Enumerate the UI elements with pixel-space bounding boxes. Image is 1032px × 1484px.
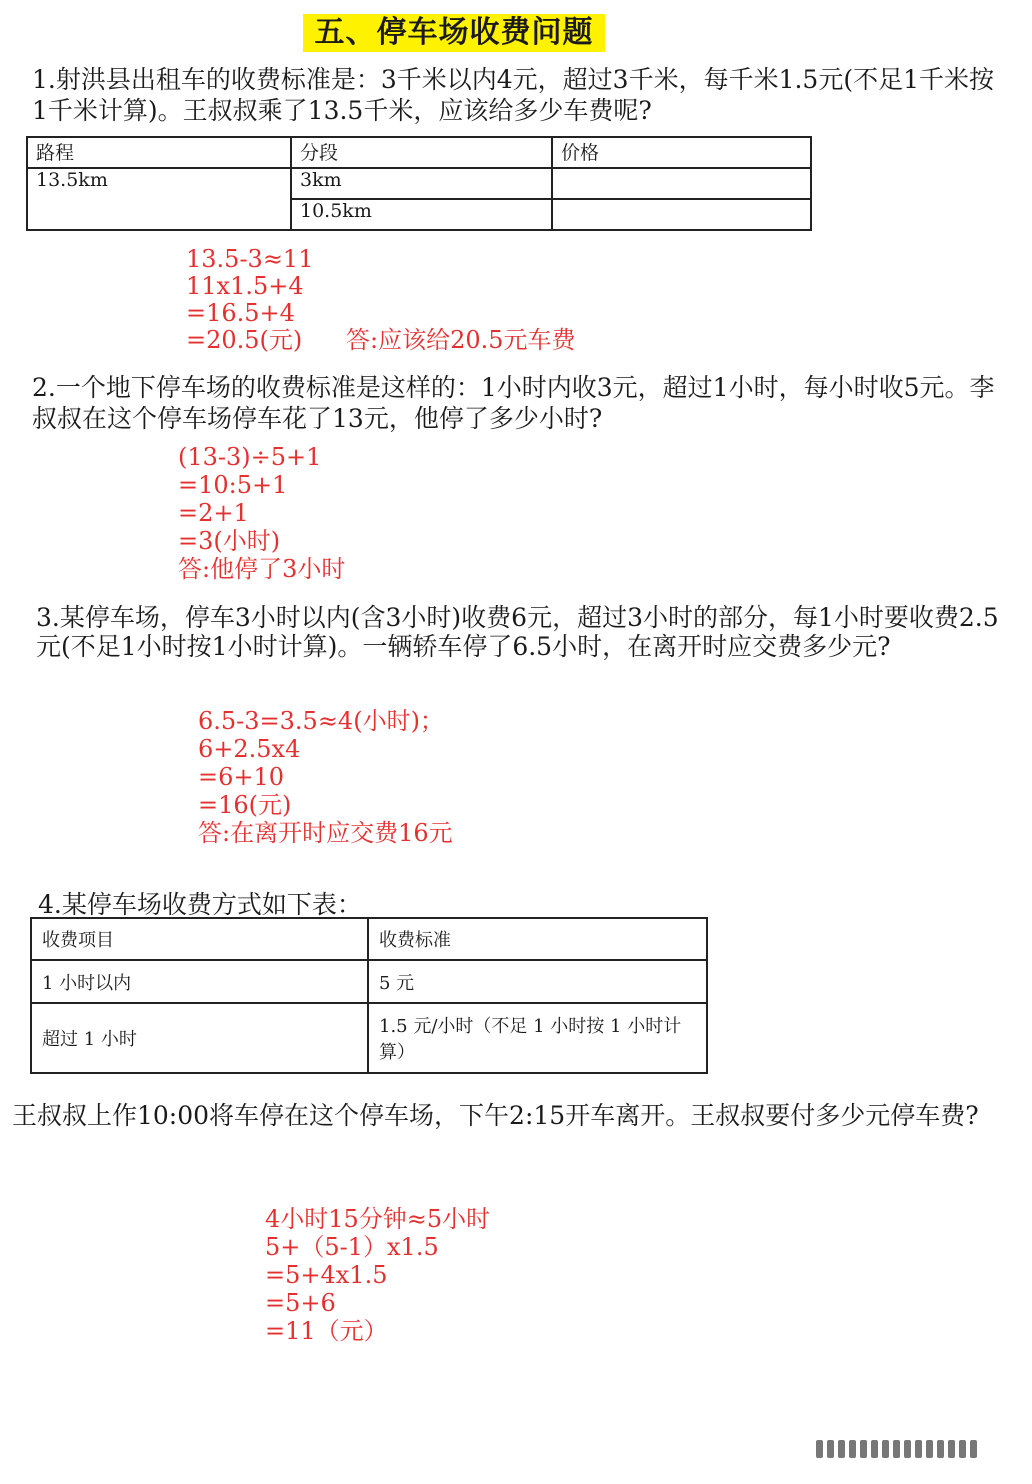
table-header-item: 收费项目 xyxy=(31,918,368,960)
solution-line: 答:在离开时应交费16元 xyxy=(198,819,453,847)
solution-line: 6+2.5x4 xyxy=(198,735,301,763)
question-3-solution xyxy=(198,707,453,847)
solution-line: 13.5-3≈11 xyxy=(186,245,314,273)
solution-line: =10:5+1 xyxy=(178,471,288,499)
solution-line: =5+4x1.5 xyxy=(265,1261,388,1289)
solution-line: =5+6 xyxy=(265,1289,336,1317)
table-cell-route: 13.5km xyxy=(27,168,291,230)
table-cell-standard-1: 5 元 xyxy=(368,960,707,1003)
question-3-text: 3.某停车场，停车3小时以内(含3小时)收费6元，超过3小时的部分，每1小时要收费2.5元(不足1小时按1小时计算)。一辆轿车停了6.5小时，在离开时应交费多少元? xyxy=(36,603,999,661)
table-cell-segment-1: 3km xyxy=(291,168,552,199)
question-1-table xyxy=(26,136,812,231)
solution-line: (13-3)÷5+1 xyxy=(178,443,322,471)
question-4-text: 王叔叔上作10:00将车停在这个停车场，下午2:15开车离开。王叔叔要付多少元停车费? xyxy=(12,1101,979,1130)
table-cell-item-2: 超过 1 小时 xyxy=(31,1003,368,1073)
question-1-text: 1.射洪县出租车的收费标准是：3千米以内4元，超过3千米，每千米1.5元(不足1千米按1千米计算)。王叔叔乘了13.5千米，应该给多少车费呢? xyxy=(32,65,994,125)
solution-line: =16.5+4 xyxy=(186,299,295,327)
table-cell-segment-2: 10.5km xyxy=(291,199,552,230)
table-header-standard: 收费标准 xyxy=(368,918,707,960)
solution-line: 6.5-3=3.5≈4(小时)； xyxy=(198,707,444,735)
solution-line: =6+10 xyxy=(198,763,285,791)
solution-line: =2+1 xyxy=(178,499,249,527)
solution-line: =11（元） xyxy=(265,1317,388,1345)
question-2-solution xyxy=(178,443,345,583)
table-header-route: 路程 xyxy=(27,137,291,168)
page-title: 五、停车场收费问题 xyxy=(303,14,605,52)
table-cell-price-1 xyxy=(552,168,811,199)
solution-line: 5+（5-1）x1.5 xyxy=(265,1233,439,1261)
question-2-text: 2.一个地下停车场的收费标准是这样的：1小时内收3元，超过1小时，每小时收5元。李叔叔在这个停车场停车花了13元，他停了多少小时? xyxy=(32,373,995,433)
solution-line: 11x1.5+4 xyxy=(186,272,304,300)
solution-line: =3(小时) xyxy=(178,527,281,555)
question-4-intro: 4.某停车场收费方式如下表： xyxy=(38,890,362,919)
table-cell-price-2 xyxy=(552,199,811,230)
solution-line: 答:他停了3小时 xyxy=(178,555,346,583)
solution-line: =20.5(元) xyxy=(186,326,303,354)
table-cell-standard-2: 1.5 元/小时（不足 1 小时按 1 小时计算） xyxy=(368,1003,707,1073)
solution-line: =16(元) xyxy=(198,791,292,819)
question-1-answer: 答:应该给20.5元车费 xyxy=(346,326,576,354)
question-4-solution xyxy=(265,1205,490,1345)
question-4-table xyxy=(30,917,708,1074)
table-header-segment: 分段 xyxy=(291,137,552,168)
solution-line: 4小时15分钟≈5小时 xyxy=(265,1205,491,1233)
question-1-solution xyxy=(186,246,313,354)
table-cell-item-1: 1 小时以内 xyxy=(31,960,368,1003)
table-header-price: 价格 xyxy=(552,137,811,168)
scroll-indicator xyxy=(816,1440,1002,1458)
